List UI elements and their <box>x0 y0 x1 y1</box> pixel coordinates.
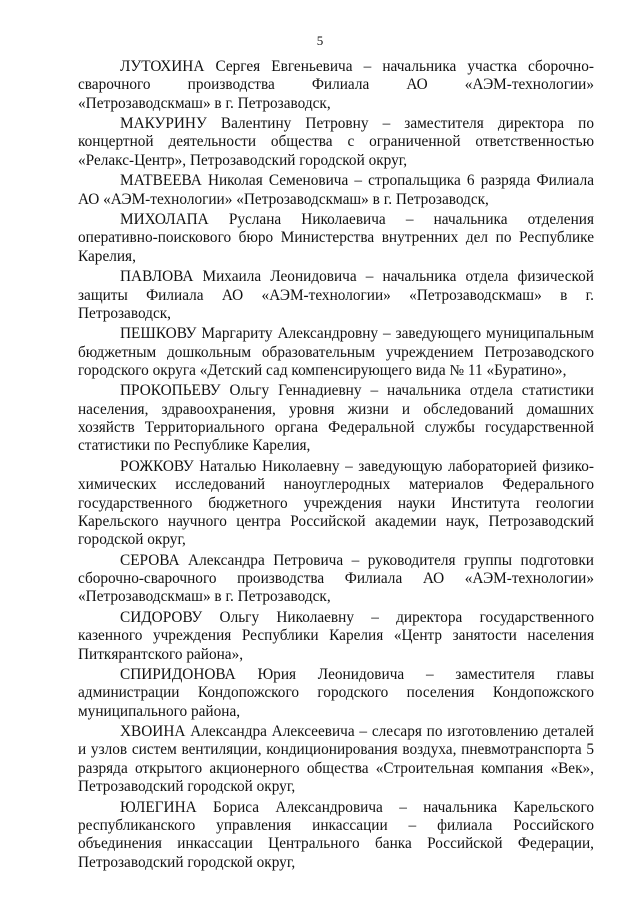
paragraph-rozhkova: РОЖКОВУ Наталью Николаевну – заведующую лабораторией физико-химических исследований наноуглеродных материалов Федерального государственного бюджетного учреждения науки Института геологии Карельского научного центра Российской академии наук, Петрозаводский городской округ, <box>78 457 594 549</box>
paragraph-lutokhin: ЛУТОХИНА Сергея Евгеньевича – начальника участка сборочно-сварочного производства Филиала АО «АЭМ-технологии» «Петрозаводскмаш» в г. Петрозаводск, <box>78 58 594 112</box>
page-number: 5 <box>316 33 324 48</box>
document-body <box>78 58 594 874</box>
paragraph-sidorova: СИДОРОВУ Ольгу Николаевну – директора государственного казенного учреждения Республики Карелия «Центр занятости населения Питкярантского района», <box>78 608 594 663</box>
paragraph-spiridonov: СПИРИДОНОВА Юрия Леонидовича – заместителя главы администрации Кондопожского городского поселения Кондопожского муниципального района, <box>78 665 594 720</box>
paragraph-peshkova: ПЕШКОВУ Маргариту Александровну – заведующего муниципальным бюджетным дошкольным образовательным учреждением Петрозаводского городского округа «Детский сад компенсирующего вида № 11 «Буратино», <box>78 325 594 379</box>
paragraph-pavlov: ПАВЛОВА Михаила Леонидовича – начальника отдела физической защиты Филиала АО «АЭМ-технологии» «Петрозаводскмаш» в г. Петрозаводск, <box>78 268 594 322</box>
paragraph-prokopyeva: ПРОКОПЬЕВУ Ольгу Геннадиевну – начальника отдела статистики населения, здравоохранения, уровня жизни и обследований домашних хозяйств Территориального органа Федеральной службы государственной статистики по Республике Карелия, <box>78 382 594 455</box>
paragraph-yulegin: ЮЛЕГИНА Бориса Александровича – начальника Карельского республиканского управления инкассации – филиала Российского объединения инкассации Центрального банка Российской Федерации, Петрозаводский городской округ, <box>78 798 594 871</box>
paragraph-serov: СЕРОВА Александра Петровича – руководителя группы подготовки сборочно-сварочного производства Филиала АО «АЭМ-технологии» «Петрозаводскмаш» в г. Петрозаводск, <box>78 551 594 606</box>
paragraph-matveev: МАТВЕЕВА Николая Семеновича – стропальщика 6 разряда Филиала АО «АЭМ-технологии» «Петрозаводскмаш» в г. Петрозаводск, <box>78 172 594 208</box>
paragraph-khvoin: ХВОИНА Александра Алексеевича – слесаря по изготовлению деталей и узлов систем вентиляции, кондиционирования воздуха, пневмотранспорта 5 разряда открытого акционерного общества «Строительная компания «Век», Петрозаводский городской округ, <box>78 723 594 796</box>
paragraph-makurina: МАКУРИНУ Валентину Петровну – заместителя директора по концертной деятельности общества с ограниченной ответственностью «Релакс-Центр», Петрозаводский городской округ, <box>78 115 594 169</box>
paragraph-mikholap: МИХОЛАПА Руслана Николаевича – начальника отделения оперативно-поискового бюро Министерства внутренних дел по Республике Карелия, <box>78 211 594 265</box>
